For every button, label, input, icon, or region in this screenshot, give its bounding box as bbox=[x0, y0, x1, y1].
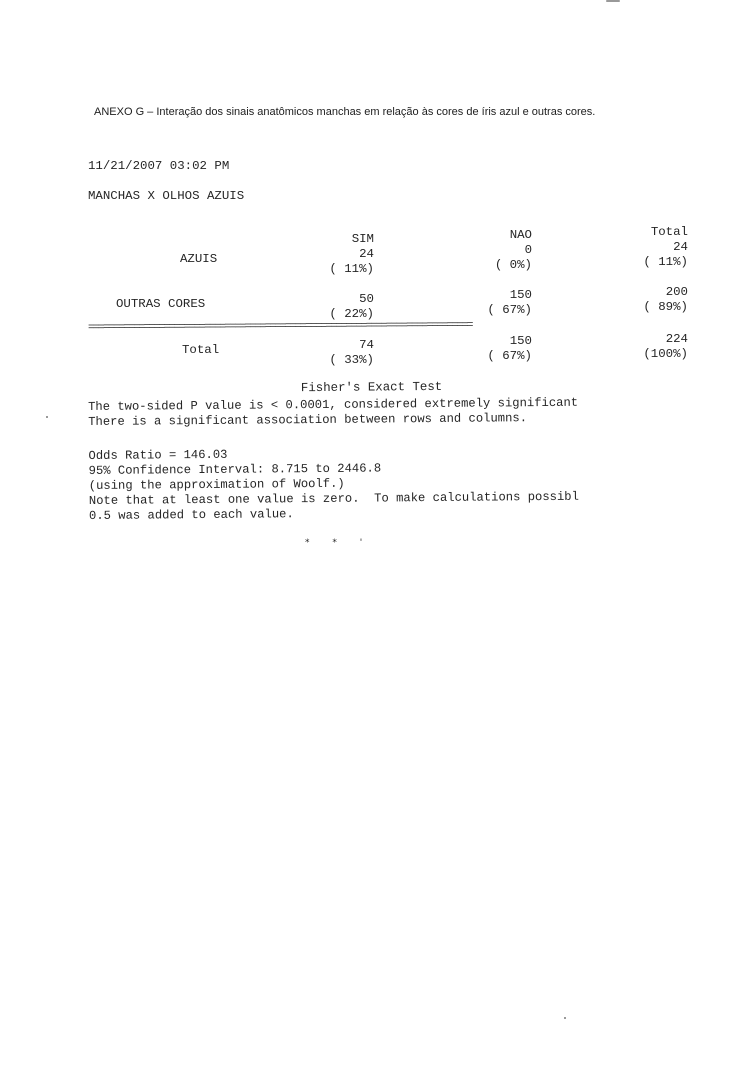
column-header-total: Total bbox=[650, 225, 688, 239]
cell-outras-total-value: 200 bbox=[665, 285, 688, 299]
annex-caption: ANEXO G – Interação dos sinais anatômicos manchas em relação às cores de íris azul e outras cores. bbox=[94, 106, 596, 118]
added-note-line: 0.5 was added to each value. bbox=[88, 507, 294, 523]
row-label-outras-cores: OUTRAS CORES bbox=[116, 297, 206, 311]
cell-outras-sim-pct: ( 22%) bbox=[329, 307, 374, 321]
test-association-line: There is a significant association between rows and columns. bbox=[88, 411, 528, 429]
column-header-sim: SIM bbox=[351, 232, 374, 246]
cell-outras-nao-value: 150 bbox=[509, 288, 532, 302]
scan-mark bbox=[606, 0, 620, 2]
cell-azuis-sim-pct: ( 11%) bbox=[329, 262, 374, 276]
cell-total-nao-value: 150 bbox=[509, 334, 532, 348]
cell-outras-nao-pct: ( 67%) bbox=[487, 303, 532, 317]
odds-ratio-line: Odds Ratio = 146.03 bbox=[88, 447, 228, 463]
cell-azuis-total-value: 24 bbox=[673, 240, 688, 254]
table-title: MANCHAS X OLHOS AZUIS bbox=[88, 189, 245, 203]
test-title: Fisher's Exact Test bbox=[300, 379, 443, 396]
column-header-nao: NAO bbox=[509, 228, 532, 242]
table-separator: ============================================================================ bbox=[88, 319, 472, 334]
row-label-total: Total bbox=[182, 343, 220, 357]
test-result-line: The two-sided P value is < 0.0001, considered extremely significant bbox=[88, 395, 579, 414]
cell-azuis-total-pct: ( 11%) bbox=[643, 255, 688, 269]
timestamp: 11/21/2007 03:02 PM bbox=[88, 159, 230, 173]
zero-note-line: Note that at least one value is zero. To make calculations possibl bbox=[88, 489, 579, 508]
cell-total-sim-pct: ( 33%) bbox=[329, 353, 374, 367]
cell-azuis-nao-value: 0 bbox=[524, 243, 532, 257]
cell-total-sim-value: 74 bbox=[359, 338, 374, 352]
row-label-azuis: AZUIS bbox=[180, 252, 218, 266]
cell-total-total-value: 224 bbox=[665, 332, 688, 346]
woolf-note-line: (using the approximation of Woolf.) bbox=[88, 476, 345, 493]
cell-outras-sim-value: 50 bbox=[359, 292, 374, 306]
scan-speck bbox=[564, 1017, 566, 1019]
footer-marks: * * ' bbox=[305, 538, 363, 548]
cell-total-nao-pct: ( 67%) bbox=[487, 349, 532, 363]
confidence-interval-line: 95% Confidence Interval: 8.715 to 2446.8 bbox=[88, 461, 382, 478]
cell-outras-total-pct: ( 89%) bbox=[643, 300, 688, 314]
cell-azuis-sim-value: 24 bbox=[359, 247, 374, 261]
scan-speck bbox=[46, 416, 48, 418]
cell-azuis-nao-pct: ( 0%) bbox=[494, 258, 532, 272]
cell-total-total-pct: (100%) bbox=[643, 347, 688, 361]
